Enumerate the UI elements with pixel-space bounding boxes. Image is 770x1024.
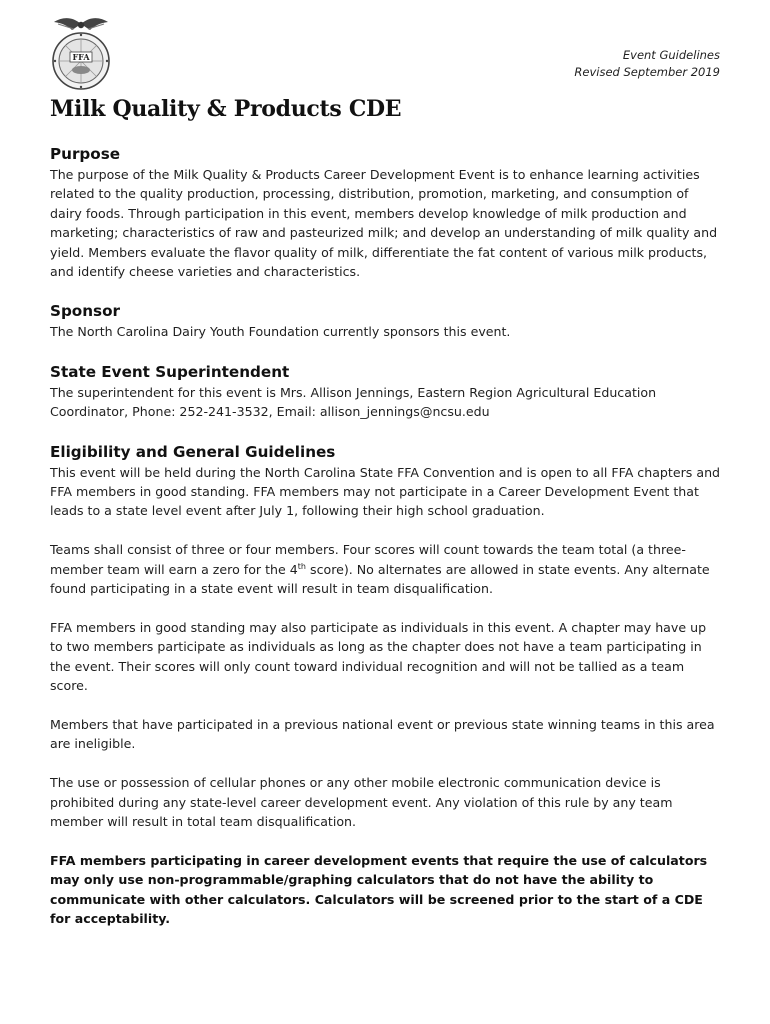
svg-text:FFA: FFA: [72, 52, 90, 62]
superintendent-text: The superintendent for this event is Mrs. Allison Jennings, Eastern Region Agricultural Education Coordinator, Phone: 252-241-3532, Email: allison_jennings@ncsu.edu: [50, 384, 657, 420]
eligibility-paragraph-1: This event will be held during the North Carolina State FFA Convention and is open to all FFA chapters and FFA members in good standing. FFA members may not participate in a Career Development Event that leads to a state level event after July 1, following their high school graduation.: [50, 464, 721, 519]
sponsor-text: The North Carolina Dairy Youth Foundation currently sponsors this event.: [50, 324, 511, 340]
team-size-text: Teams shall consist of three or four members. Four scores will count towards the team total (a three-member team will earn a zero for the 4: [50, 542, 686, 577]
page-title: Milk Quality & Products CDE: [50, 96, 402, 122]
doc-type-label: Event Guidelines: [622, 48, 720, 62]
eligibility-paragraph-5: The use or possession of cellular phones or any other mobile electronic communication device is prohibited during any state-level career development event. Any violation of this rule by any team member will result in total team disqualification.: [50, 775, 673, 829]
calculator-rule: FFA members participating in career development events that require the use of calculators may only use non-programmable/graphing calculators that do not have the ability to communicate with other calculators. Calculators will be screened prior to the start of a CDE for acceptability.: [50, 852, 708, 926]
sponsor-heading: Sponsor: [50, 302, 121, 321]
eligibility-paragraph-2: [50, 540, 722, 598]
ffa-emblem-logo: [50, 14, 112, 94]
eligibility-paragraph-4: Members that have participated in a previous national event or previous state winning teams in this area are ineligible.: [50, 716, 715, 752]
eligibility-heading: Eligibility and General Guidelines: [50, 442, 336, 461]
alternates-text: score). No alternates are allowed in state events. Any alternate found participating in a state event will result in team disqualification.: [50, 561, 710, 597]
revision-date: Revised September 2019: [574, 65, 720, 79]
purpose-heading: Purpose: [50, 145, 121, 163]
superintendent-heading: State Event Superintendent: [50, 362, 290, 381]
purpose-text: The purpose of the Milk Quality & Products Career Development Event is to enhance learning activities related to the quality production, processing, distribution, promotion, marketing, and consumption of dairy foods. Through participation in this event, members develop knowledge of milk production and marketing; characteristics of raw and pasteurized milk; and develop an understanding of milk quality and yield. Members evaluate the flavor quality of milk, differentiate the fat content of various milk products, and identify cheese varieties and characteristics.: [50, 167, 718, 280]
ordinal-suffix: th: [297, 561, 306, 571]
document-body: [50, 143, 722, 928]
header-meta: [574, 47, 720, 81]
eligibility-paragraph-3: FFA members in good standing may also participate as individuals in this event. A chapter may have up to two members participate as individuals as long as the chapter does not have a team participating in the event. Their scores will only count toward individual recognition and will not be tallied as a team score.: [50, 619, 707, 694]
